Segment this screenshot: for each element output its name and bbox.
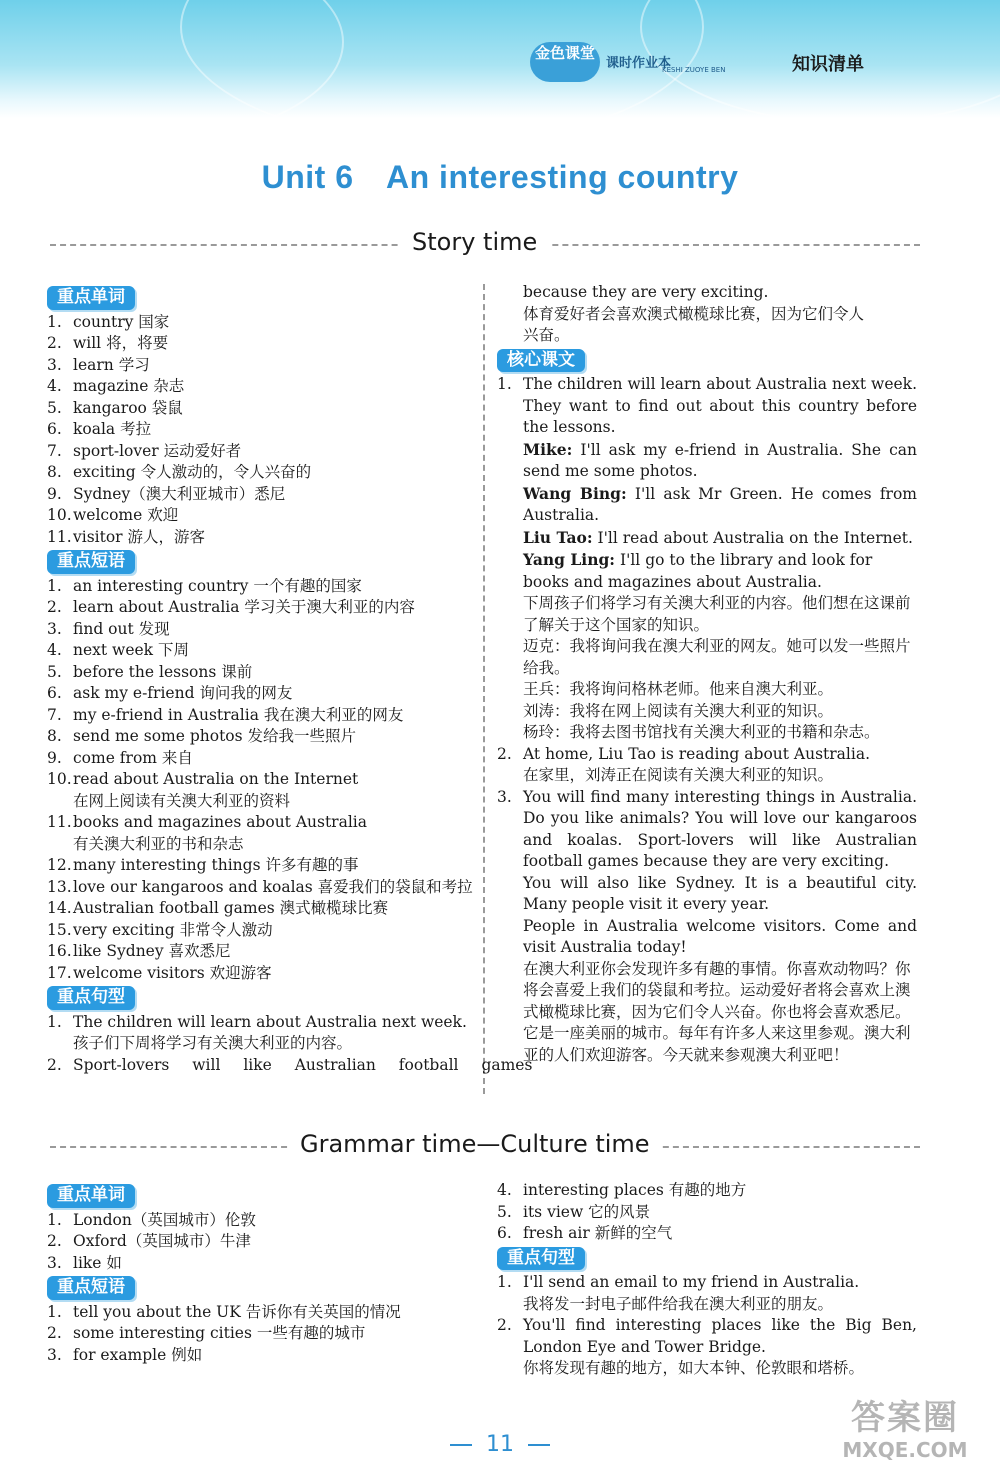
list-item: 1. an interesting country 一个有趣的国家 bbox=[47, 576, 362, 595]
sentence-continuation: because they are very exciting. bbox=[523, 283, 769, 301]
list-item: 2. Sport-lovers will like Australian football games bbox=[47, 1055, 533, 1074]
key-sentences-tag: 重点句型 bbox=[47, 986, 135, 1010]
grammar-words-list bbox=[47, 1210, 472, 1275]
text-translation: 王兵：我将询问格林老师。他来自澳大利亚。 bbox=[523, 680, 834, 698]
story-left-column bbox=[47, 284, 533, 1076]
story-time-label: Story time bbox=[400, 228, 549, 256]
story-time-heading bbox=[50, 228, 920, 262]
list-item: 8. send me some photos 发给我一些照片 bbox=[47, 727, 357, 745]
list-item: 10. welcome 欢迎 bbox=[47, 506, 179, 524]
key-phrases-tag: 重点短语 bbox=[47, 550, 135, 574]
list-item: 9. Sydney（澳大利亚城市）悉尼 bbox=[47, 484, 286, 503]
dialogue-line: Yang Ling: I'll go to the library and look for books and magazines about Australia. bbox=[523, 550, 873, 591]
list-item: 2. You'll find interesting places like the Big Ben, London Eye and Tower Bridge. bbox=[497, 1316, 917, 1356]
series-pinyin: KESHI ZUOYE BEN bbox=[662, 66, 726, 74]
page-number: 11 bbox=[0, 1432, 1000, 1457]
list-item: 8. exciting 令人激动的，令人兴奋的 bbox=[47, 463, 312, 481]
list-item: 3. for example 例如 bbox=[47, 1345, 203, 1364]
text-paragraph: 2. At home, Liu Tao is reading about Australia. bbox=[497, 744, 871, 763]
list-item-translation: 有关澳大利亚的书和杂志 bbox=[73, 834, 244, 853]
unit-title: Unit 6 An interesting country bbox=[261, 159, 739, 195]
list-item: 10. read about Australia on the Internet bbox=[47, 770, 359, 788]
text-paragraph: 3. You will find many interesting things in Australia. Do you like animals? You will love our kangaroos and koalas. Sport-lovers will like Australian football games because they are very exciting. bbox=[497, 787, 917, 870]
text-translation: 刘涛：我将在网上阅读有关澳大利亚的知识。 bbox=[523, 701, 834, 720]
key-sentences-tag: 重点句型 bbox=[497, 1247, 585, 1271]
dialogue-line: Wang Bing: I'll ask Mr Green. He comes from Australia. bbox=[523, 483, 917, 524]
list-item: 9. come from 来自 bbox=[47, 748, 193, 767]
page-rule bbox=[450, 1444, 472, 1446]
column-divider bbox=[483, 284, 485, 1094]
key-words-tag: 重点单词 bbox=[47, 1184, 135, 1208]
list-item: 3. find out 发现 bbox=[47, 619, 170, 638]
series-name: 课时作业本 bbox=[606, 56, 672, 71]
text-translation: 迈克：我将询问我在澳大利亚的网友。她可以发一些照片给我。 bbox=[523, 637, 911, 677]
list-item: 4. magazine 杂志 bbox=[47, 377, 185, 395]
story-phrases-list bbox=[47, 576, 472, 985]
grammar-time-heading bbox=[50, 1130, 920, 1164]
grammar-left-column bbox=[47, 1182, 472, 1366]
list-item: 孩子们下周将学习有关澳大利亚的内容。 bbox=[73, 1034, 353, 1052]
list-item: 17. welcome visitors 欢迎游客 bbox=[47, 963, 272, 982]
list-item: 4. next week 下周 bbox=[47, 641, 189, 659]
sentence-translation: 体育爱好者会喜欢澳式橄榄球比赛，因为它们令人 bbox=[523, 304, 865, 323]
story-right-column bbox=[497, 282, 917, 1066]
list-item: 13. love our kangaroos and koalas 喜爱我们的袋鼠和考拉 bbox=[47, 877, 473, 896]
key-words-tag: 重点单词 bbox=[47, 286, 135, 310]
list-item: 2. learn about Australia 学习关于澳大利亚的内容 bbox=[47, 598, 415, 616]
list-item: 5. its view 它的风景 bbox=[497, 1202, 651, 1221]
list-item: 1. tell you about the UK 告诉你有关英国的情况 bbox=[47, 1302, 401, 1321]
list-item: 6. koala 考拉 bbox=[47, 420, 152, 438]
sentence-translation: 你将发现有趣的地方，如大本钟、伦敦眼和塔桥。 bbox=[523, 1359, 865, 1377]
grammar-time-label: Grammar time—Culture time bbox=[288, 1130, 662, 1158]
grammar-phrases-list-cont bbox=[497, 1180, 917, 1245]
dialogue-line: Mike: I'll ask my e-friend in Australia. She can send me some photos. bbox=[523, 439, 917, 480]
list-item-translation: 在网上阅读有关澳大利亚的资料 bbox=[73, 791, 291, 810]
text-paragraph: 1. The children will learn about Australia next week. They want to find out about this country before the lessons. bbox=[497, 375, 917, 436]
list-item: 15. very exciting 非常令人激动 bbox=[47, 920, 273, 939]
list-item: 2. Oxford（英国城市）牛津 bbox=[47, 1232, 251, 1250]
brand-block bbox=[530, 42, 890, 82]
list-item: 6. fresh air 新鲜的空气 bbox=[497, 1224, 673, 1242]
list-item: 2. will 将，将要 bbox=[47, 334, 169, 352]
list-item: 4. interesting places 有趣的地方 bbox=[497, 1181, 747, 1199]
page-rule bbox=[528, 1444, 550, 1446]
list-item: 7. my e-friend in Australia 我在澳大利亚的网友 bbox=[47, 705, 404, 724]
list-item: 5. kangaroo 袋鼠 bbox=[47, 398, 183, 417]
list-item: 16. like Sydney 喜欢悉尼 bbox=[47, 942, 231, 960]
list-item: 3. learn 学习 bbox=[47, 355, 150, 374]
story-words-list bbox=[47, 312, 472, 549]
header-banner bbox=[0, 0, 1000, 118]
list-item: 2. some interesting cities 一些有趣的城市 bbox=[47, 1324, 366, 1342]
grammar-phrases-list bbox=[47, 1302, 472, 1367]
key-phrases-tag: 重点短语 bbox=[47, 1276, 135, 1300]
list-item: 1. The children will learn about Australia next week. bbox=[47, 1012, 467, 1031]
list-item: 11. books and magazines about Australia bbox=[47, 813, 367, 831]
text-translation: 下周孩子们将学习有关澳大利亚的内容。他们想在这课前了解关于这个国家的知识。 bbox=[523, 594, 911, 634]
list-item: 11. visitor 游人，游客 bbox=[47, 527, 206, 546]
list-item: 12. many interesting things 许多有趣的事 bbox=[47, 856, 359, 874]
dialogue-line: Liu Tao: I'll read about Australia on the Internet. bbox=[523, 527, 913, 547]
text-translation: 在家里，刘涛正在阅读有关澳大利亚的知识。 bbox=[523, 766, 834, 784]
brand-logo: 金色课堂 bbox=[530, 42, 600, 82]
core-text-tag: 核心课文 bbox=[497, 349, 585, 373]
text-translation: 在澳大利亚你会发现许多有趣的事情。你喜欢动物吗？你将会喜爱上我们的袋鼠和考拉。运动爱好者将会喜欢上澳式橄榄球比赛，因为它们令人兴奋。你也将会喜欢悉尼。它是一座美丽的城市。每年有许多人来这里参观。澳大利亚的人们欢迎游客。今天就来参观澳大利亚吧！ bbox=[523, 959, 911, 1064]
text-translation: 杨玲：我将去图书馆找有关澳大利亚的书籍和杂志。 bbox=[523, 723, 880, 741]
text-paragraph: People in Australia welcome visitors. Come and visit Australia today! bbox=[523, 916, 917, 956]
list-item: 3. like 如 bbox=[47, 1253, 122, 1272]
list-item: 1. I'll send an email to my friend in Australia. bbox=[497, 1273, 860, 1291]
list-item: 14. Australian football games 澳式橄榄球比赛 bbox=[47, 899, 389, 917]
list-item: 7. sport-lover 运动爱好者 bbox=[47, 441, 242, 460]
list-item: 1. London（英国城市）伦敦 bbox=[47, 1210, 256, 1229]
text-paragraph: You will also like Sydney. It is a beautiful city. Many people visit it every year. bbox=[523, 873, 917, 913]
sentence-translation: 兴奋。 bbox=[523, 326, 570, 344]
grammar-right-column bbox=[497, 1180, 917, 1380]
list-item: 5. before the lessons 课前 bbox=[47, 662, 253, 681]
watermark: 答案圈 MXQE.COM bbox=[842, 1398, 968, 1462]
section-label: 知识清单 bbox=[792, 54, 864, 75]
list-item: 6. ask my e-friend 询问我的网友 bbox=[47, 684, 293, 702]
list-item: 1. country 国家 bbox=[47, 312, 170, 331]
sentence-translation: 我将发一封电子邮件给我在澳大利亚的朋友。 bbox=[523, 1294, 834, 1313]
